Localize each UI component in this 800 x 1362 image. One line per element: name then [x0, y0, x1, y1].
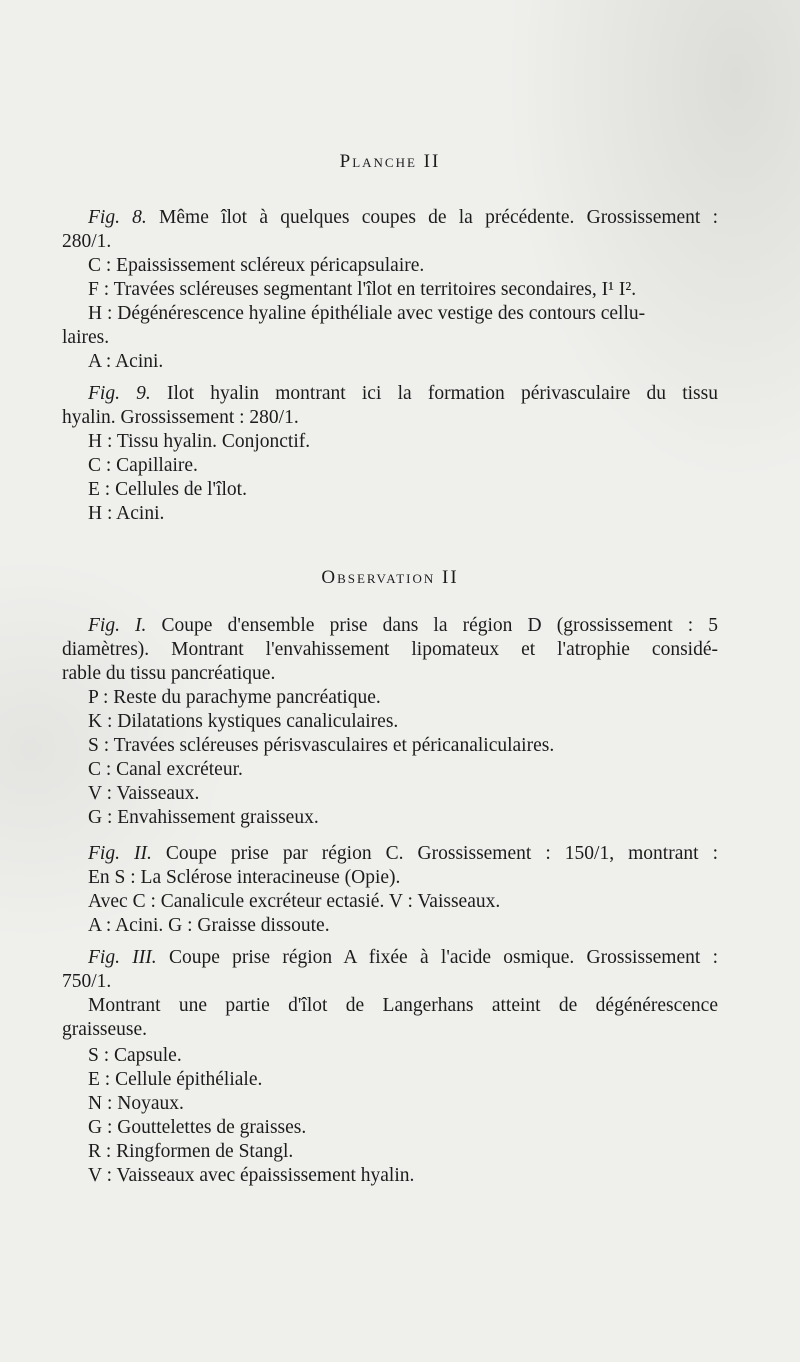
- fig9-item-h2: H : Acini.: [88, 503, 165, 524]
- figII-line2: En S : La Sclérose interacineuse (Opie).: [88, 867, 401, 888]
- fig8-item-h-cont: laires.: [62, 327, 110, 348]
- figII-text: Coupe prise par région C. Grossissement : 150/1, montrant :: [165, 843, 719, 864]
- figIII-item-n: N : Noyaux.: [88, 1093, 184, 1114]
- figI-item-c: C : Canal excréteur.: [88, 759, 243, 780]
- fig9-caption-line: [62, 382, 718, 405]
- observation-heading: Observation II: [321, 567, 459, 588]
- fig8-item-a: A : Acini.: [88, 351, 164, 372]
- fig9-item-c: C : Capillaire.: [88, 455, 198, 476]
- figIII-label: Fig. III.: [88, 947, 157, 968]
- figI-caption-line2: diamètres). Montrant l'envahissement lipomateux et l'atrophie considé-: [62, 639, 718, 660]
- fig9-label: Fig. 9.: [88, 383, 151, 404]
- fig9-caption-cont: hyalin. Grossissement : 280/1.: [62, 407, 299, 428]
- figIII-item-s: S : Capsule.: [88, 1045, 182, 1066]
- figI-item-k: K : Dilatations kystiques canaliculaires.: [88, 711, 399, 732]
- figI-label: Fig. I.: [88, 615, 147, 636]
- plate-heading: Planche II: [339, 151, 441, 172]
- figIII-item-e: E : Cellule épithéliale.: [88, 1069, 263, 1090]
- fig9-item-h: H : Tissu hyalin. Conjonctif.: [88, 431, 311, 452]
- figI-caption-line3: rable du tissu pancréatique.: [62, 663, 276, 684]
- figII-line4: A : Acini. G : Graisse dissoute.: [88, 915, 330, 936]
- figI-item-v: V : Vaisseaux.: [88, 783, 200, 804]
- fig8-text: Même îlot à quelques coupes de la précédente. Grossissement :: [159, 207, 718, 228]
- figI-item-s: S : Travées scléreuses périsvasculaires et péricanaliculaires.: [88, 735, 555, 756]
- figI-text: Coupe d'ensemble prise dans la région D (grossissement : 5: [161, 615, 718, 636]
- figIII-item-r: R : Ringformen de Stangl.: [88, 1141, 294, 1162]
- figIII-caption-cont: 750/1.: [62, 971, 112, 992]
- fig9-text: Ilot hyalin montrant ici la formation périvasculaire du tissu: [167, 383, 718, 404]
- fig8-label: Fig. 8.: [88, 207, 147, 228]
- fig8-item-h: H : Dégénérescence hyaline épithéliale avec vestige des contours cellu-: [88, 303, 646, 324]
- figIII-text: Coupe prise région A fixée à l'acide osmique. Grossissement :: [168, 947, 719, 968]
- figII-caption-line: [62, 842, 718, 865]
- fig9-item-e: E : Cellules de l'îlot.: [88, 479, 247, 500]
- figIII-item-g: G : Gouttelettes de graisses.: [88, 1117, 307, 1138]
- figII-line3: Avec C : Canalicule excréteur ectasié. V : Vaisseaux.: [88, 891, 501, 912]
- fig8-caption-cont: 280/1.: [62, 231, 112, 252]
- figIII-caption-line: [62, 946, 718, 969]
- figI-item-g: G : Envahissement graisseux.: [88, 807, 319, 828]
- figI-caption-line: [62, 614, 718, 637]
- figIII-line4: graisseuse.: [62, 1019, 148, 1040]
- figIII-line3: Montrant une partie d'îlot de Langerhans atteint de dégénérescence: [88, 995, 718, 1016]
- fig8-item-c: C : Epaississement scléreux péricapsulaire.: [88, 255, 425, 276]
- fig8-caption-line: [62, 206, 718, 229]
- figI-item-p: P : Reste du parachyme pancréatique.: [88, 687, 381, 708]
- fig8-item-f: F : Travées scléreuses segmentant l'îlot en territoires secondaires, I¹ I².: [88, 279, 637, 300]
- figIII-item-v: V : Vaisseaux avec épaississement hyalin.: [88, 1165, 415, 1186]
- figII-label: Fig. II.: [88, 843, 152, 864]
